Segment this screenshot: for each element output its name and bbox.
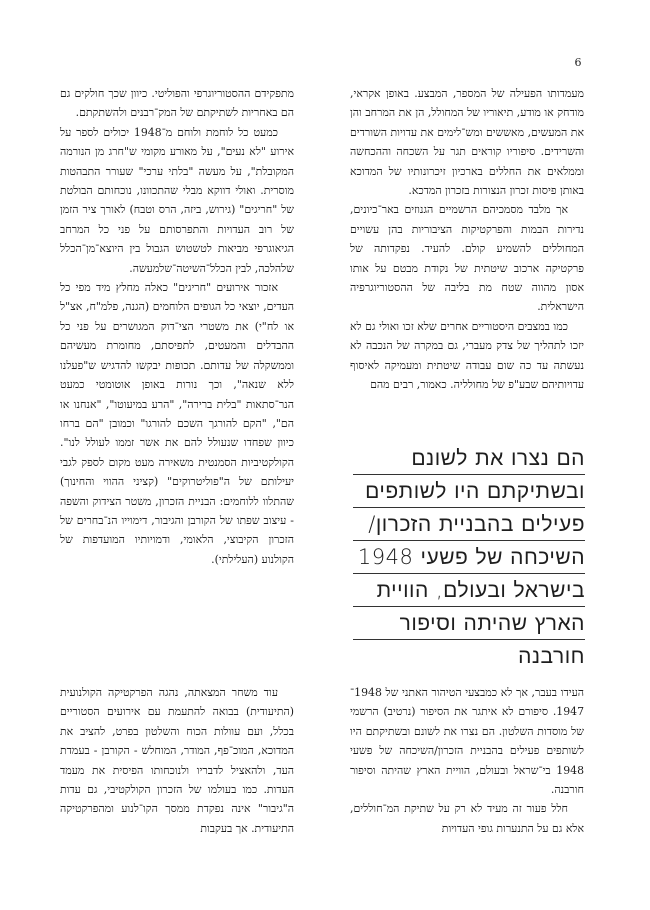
paragraph: העידו בעבר, אך לא כמבצעי הטיהור האתני של 1948־1947. סיפורם לא איתגר את הסיפור (נרטיב) הרשמי של מוסדות השלטון. הם נצרו את לשונם ובשתיקתם היו לשותפים פעילים בהבניית הזכרון/השיכחה של פשעי 1948 בי־שראל ובעולם, הוויית הארץ שהיתה וסיפור חורבנה. — [350, 686, 584, 797]
paragraph: מתפקידם ההסטוריוגרפי והפוליטי. כיוון שכך חולקים גם הם באחריות לשתיקתם של המק־רבנים ולהשתקתם. — [60, 87, 294, 120]
paragraph: כמעט כל לוחמת ולוחם מ־1948 יכולים לספר על אירוע "לא נעים", על מאורע מקומי ש"חרג מן הנורמה המקובלת", על מעשה "בלתי ערכי" שעורר התבהטות מוסרית. ואולי דווקא מבלי שהתכוונו, נוכחותם הבולטת של "חריגים" (גירוש, ביזה, הרס וטבח) לאורך ציר הזמן של רוב העדויות והתפרסותם על פני כל המרחב הגיאוגרפי מביאות לטשטוש הגבול בין היוצא־מן־הכלל שלהלכה, לבין הכלל־השיטה־שלמעשה. — [60, 125, 294, 275]
paragraph: אזכור אירועים "חריגים" כאלה מחלץ מיד מפי כל העדים, יוצאי כל הגופים הלוחמים (הגנה, פלמ"ח, אצ"ל או לח"י) את משטרי הצי־דוק המגושרים על פני כל ההבדלים והמעטים, לתפיסתם, מחומרת מעשיהם וממשקלה של עדותם. תכופות יבקשו להדגיש ש"פעלנו ללא שנאה", וכך נורות באופן אוטומטי כמעט הנר־סתאות "בלית ברירה", "הרע במיעוטו", "אנחנו או הם", "הקם להורגך השכם להורגו" וכמובן "הם ברחו כיוון שפחדו שנעולל להם את אשר זממו לעולל לנו". הקולקטיביות הסמנטית משאירה מעט מקום לספק לגבי יעילותם של ה"פוליטרוקים" (קציני ההווי והחינוך) שהתלוו ללוחמים: הבניית הזכרון, משטר הצידוק והשפה - עיצוב שפתו של הקורבן והגיבור, דימוייו הנ־בחרים של הזכרון הקיבוצי, הלאומי, ודמויותיו המועדפות של הקולנוע (העלילתי). — [60, 281, 294, 566]
column-left-top — [60, 84, 294, 569]
paragraph: עוד משחר המצאתה, נהגה הפרקטיקה הקולנועית (התיעודית) בבואה להתעמת עם אירועים הסטוריים בכלל, ועם עוולות הכוח והשלטון בפרט, להציב את המדוכא, המוכ־פף, המודר, המוחלש - הקורבן - בעמדת העד, ולהאציל לדבריו ולנוכחותו הפיסית את מעמד העדות. כמו בעולמו של הזכרון הקולקטיבי, גם עדות ה"גיבור" אינה נפקדת ממסך הקו־לנוע ומהפרקטיקה התיעודית. אך בעקבות — [60, 686, 294, 835]
pull-quote-line: בישראל ובעולם, הוויית — [353, 577, 585, 607]
pull-quote-line: חורבנה — [518, 644, 585, 668]
page-number: 6 — [574, 56, 582, 69]
pull-quote-line: השיכחה של פשעי 1948 — [353, 544, 585, 574]
paragraph: מעמדותו הפעילה של המספר, המבצע. באופן אקראי, מודחק או מודע, תיאוריו של המחולל, הן את המרחב והן את המעשים, מאששים ומש־לימים את עדויות השורדים והשרידים. סיפוריו קוראים תגר על השכחה וההכחשה וממלאים את החללים בארכיון זיכרונותיו של המדוכא באותן פיסות זכרון הנצורות בזכרון המדכא. — [350, 87, 584, 198]
paragraph: כמו במצבים היסטוריים אחרים שלא זכו ואולי גם לא יזכו לתהליך של צדק מעברי, גם במקרה של הנכבה לא נעשתה עד כה שום עבודה שיטתית ומעמיקה לאיסוף עדויותיהם שבע"פ של מחולליה. כאמור, רבים מהם — [350, 319, 584, 392]
pull-quote-line: ובשתיקתם היו לשותפים — [353, 478, 585, 508]
column-right-bottom — [350, 683, 584, 838]
pull-quote — [353, 445, 585, 675]
pull-quote-line: פעילים בהבניית הזכרון/ — [353, 511, 585, 541]
column-right-top — [350, 84, 584, 395]
paragraph: חלל פעור זה מעיד לא רק על שתיקת המ־חוללים, אלא גם על התנערות גופי העדויות — [350, 802, 584, 835]
pull-quote-line: הארץ שהיתה וסיפור — [353, 610, 585, 640]
pull-quote-line: הם נצרו את לשונם — [353, 445, 585, 475]
paragraph: אך מלבד מסמכיהם הרשמיים הגנוזים באר־כיונים, נדירות הבמות והפרקטיקות הציבוריות בהן עשויים המחוללים להשמיע קולם. להעיד. נפקדותה של פרקטיקה ארכוב שיטתית של נקודת מבטם על אותו אסון מהווה שטח מת בליבה של ההסטוריוגרפיה הישראלית. — [350, 203, 584, 314]
column-left-bottom — [60, 683, 294, 838]
